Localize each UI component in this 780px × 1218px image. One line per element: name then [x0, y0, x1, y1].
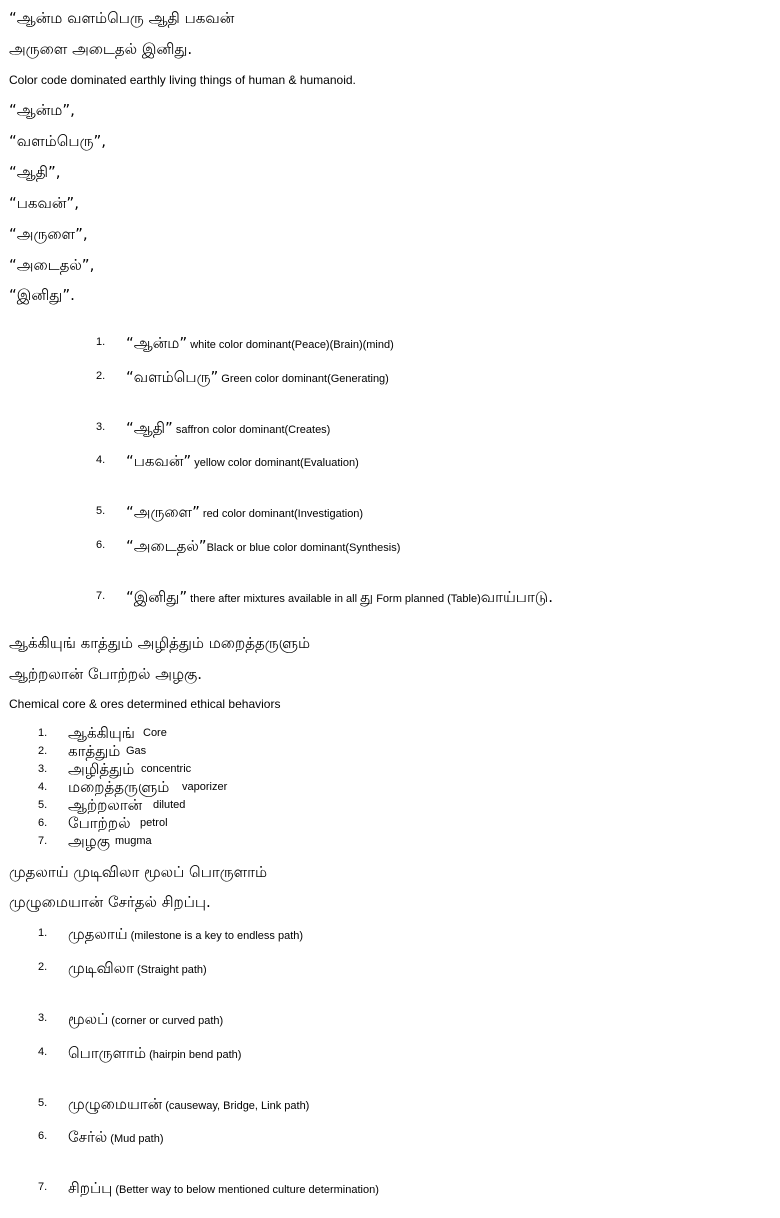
section1-subtitle: Color code dominated earthly living things of human & humanoid.: [9, 73, 356, 87]
list-item-tamil: “அருளை”: [126, 503, 200, 521]
word-item: “வளம்பெரு”,: [9, 132, 107, 150]
list-item-english: white color dominant(Peace)(Brain)(mind): [187, 339, 394, 351]
list-item-english: (Better way to below mentioned culture determination): [112, 1184, 379, 1196]
list-item-tamil: “இனிது”: [126, 588, 188, 606]
list-number: 4.: [96, 454, 106, 466]
word-item: “ஆதி”,: [9, 163, 61, 181]
word-item: “அடைதல்”,: [9, 256, 95, 274]
list-number: 3.: [38, 763, 48, 775]
list-item-tamil: “ஆதி”: [126, 419, 173, 437]
list-item-english: Gas: [126, 745, 147, 757]
word-item: “அருளை”,: [9, 225, 88, 243]
list-number: 7.: [38, 1181, 48, 1193]
list-item-tamil: மூலப்: [68, 1010, 109, 1028]
list-item-english: mugma: [115, 835, 152, 847]
list-number: 2.: [96, 370, 106, 382]
word-item: “பகவன்”,: [9, 194, 79, 212]
list-item-tamil: காத்தும்: [68, 742, 121, 760]
list-item-english: (causeway, Bridge, Link path): [162, 1100, 310, 1112]
word-item: “ஆன்ம”,: [9, 101, 75, 119]
list-item-english: concentric: [141, 763, 192, 775]
list-item-english: Green color dominant(Generating): [218, 373, 389, 385]
list-item-english: (Straight path): [133, 964, 207, 976]
list-number: 4.: [38, 1046, 48, 1058]
list-number: 5.: [38, 1097, 48, 1109]
list-number: 1.: [38, 727, 48, 739]
list-item-tamil: து: [360, 588, 374, 606]
list-item-english: (milestone is a key to endless path): [127, 930, 304, 942]
list-item-tamil: போற்றல்: [68, 814, 131, 832]
list-item-tamil: சேர்ல்: [68, 1128, 108, 1146]
list-item-english: Black or blue color dominant(Synthesis): [206, 542, 401, 554]
list-item-tamil: வாய்பாடு.: [480, 588, 553, 606]
list-item-english: red color dominant(Investigation): [199, 508, 364, 520]
section2-title-line1: ஆக்கியுங் காத்தும் அழித்தும் மறைத்தருளும்: [9, 634, 311, 652]
section2-subtitle: Chemical core & ores determined ethical behaviors: [9, 697, 281, 711]
list-item-english: petrol: [140, 817, 168, 829]
list-number: 6.: [96, 539, 106, 551]
list-item-tamil: “அடைதல்”: [126, 537, 207, 555]
list-item-english: diluted: [153, 799, 186, 811]
list-item-tamil: அழித்தும்: [68, 760, 135, 778]
list-item-english: (corner or curved path): [108, 1015, 224, 1027]
list-item-tamil: முதலாய்: [68, 925, 128, 943]
list-number: 6.: [38, 817, 48, 829]
list-number: 2.: [38, 745, 48, 757]
list-number: 1.: [96, 336, 106, 348]
list-number: 6.: [38, 1130, 48, 1142]
list-item-tamil: மறைத்தருளும்: [68, 778, 170, 796]
list-item-english: yellow color dominant(Evaluation): [191, 457, 359, 469]
list-item-english: Form planned (Table): [373, 593, 481, 605]
list-number: 1.: [38, 927, 48, 939]
list-item-tamil: முழுமையான்: [68, 1095, 163, 1113]
list-number: 5.: [96, 505, 106, 517]
list-number: 7.: [96, 590, 106, 602]
section2-title-line2: ஆற்றலான் போற்றல் அழகு.: [9, 665, 203, 683]
list-item-english: Core: [143, 727, 167, 739]
list-number: 3.: [96, 421, 106, 433]
list-item-english: saffron color dominant(Creates): [172, 424, 331, 436]
section1-title-line1: “ஆன்ம வளம்பெரு ஆதி பகவன்: [9, 9, 235, 27]
list-item-tamil: ஆக்கியுங்: [68, 724, 135, 742]
list-item-tamil: முடிவிலா: [68, 959, 134, 977]
section3-title-line2: முழுமையான் சேர்தல் சிறப்பு.: [9, 893, 211, 911]
list-item-tamil: “வளம்பெரு”: [126, 368, 219, 386]
list-item-tamil: “ஆன்ம”: [126, 334, 188, 352]
list-item-english: there after mixtures available in all: [187, 593, 361, 605]
list-number: 2.: [38, 961, 48, 973]
list-number: 4.: [38, 781, 48, 793]
list-item-tamil: ஆற்றலான்: [68, 796, 143, 814]
section1-title-line2: அருளை அடைதல் இனிது.: [9, 40, 193, 58]
word-item: “இனிது”.: [9, 286, 75, 304]
list-number: 5.: [38, 799, 48, 811]
list-item-tamil: சிறப்பு: [68, 1179, 113, 1197]
list-item-english: (Mud path): [107, 1133, 164, 1145]
list-number: 7.: [38, 835, 48, 847]
section3-title-line1: முதலாய் முடிவிலா மூலப் பொருளாம்: [9, 863, 268, 881]
list-item-tamil: “பகவன்”: [126, 452, 192, 470]
list-item-tamil: பொருளாம்: [68, 1044, 147, 1062]
list-item-english: vaporizer: [182, 781, 228, 793]
list-item-english: (hairpin bend path): [146, 1049, 242, 1061]
list-number: 3.: [38, 1012, 48, 1024]
list-item-tamil: அழகு: [68, 832, 110, 850]
